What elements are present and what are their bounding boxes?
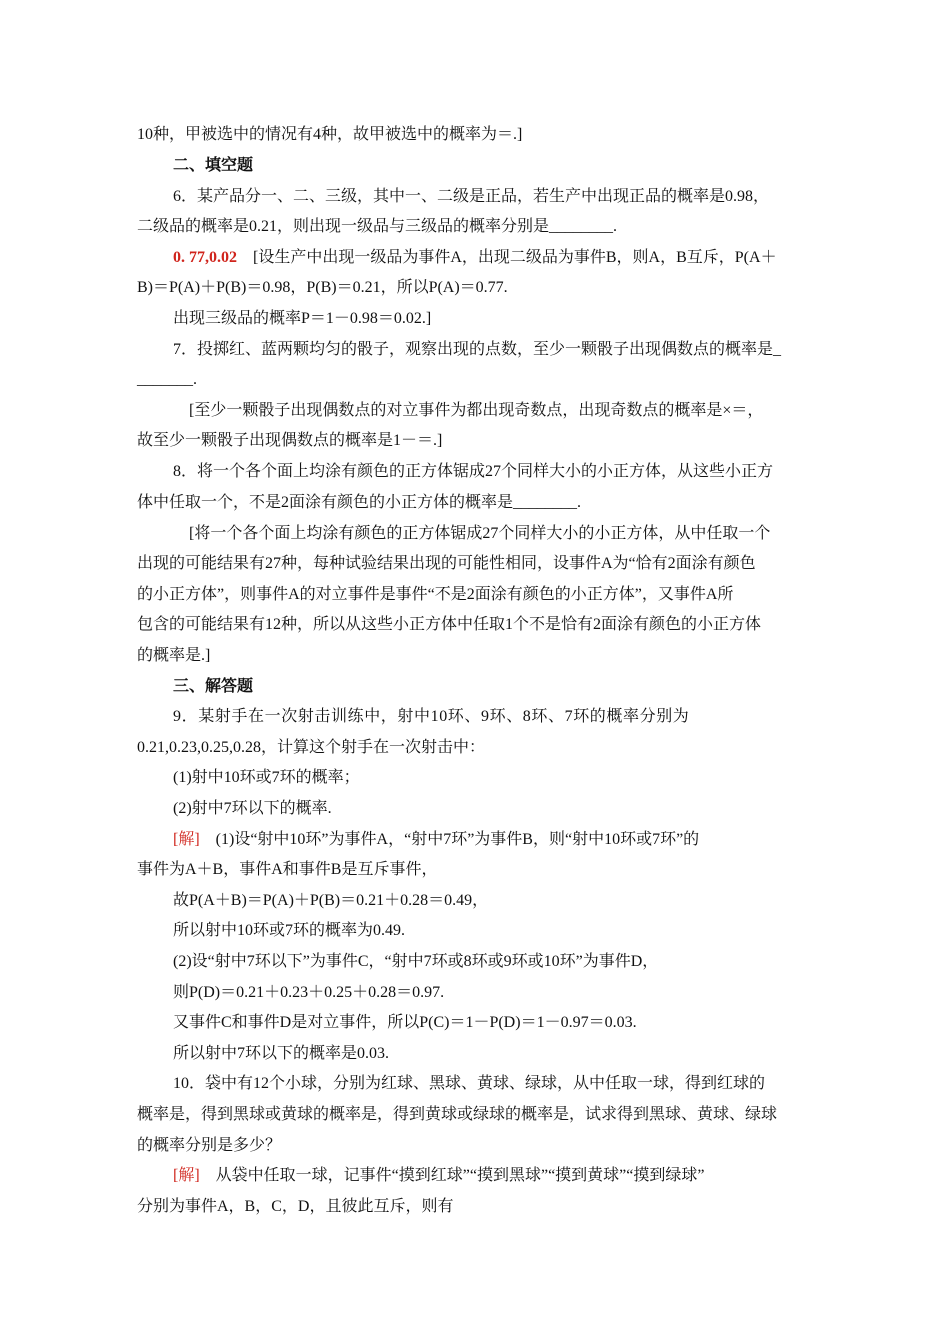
answer-8-line-4: 包含的可能结果有12种，所以从这些小正方体中任取1个不是恰有2面涂有颜色的小正方体 <box>137 616 762 633</box>
solution-9-line-4: 所以射中10环或7环的概率为0.49. <box>173 922 406 939</box>
answer-8-line-5: 的概率是.] <box>137 647 211 664</box>
answer-6-line-3: 出现三级品的概率P＝1－0.98＝0.02.] <box>173 310 432 327</box>
solution-10-line-1 <box>173 1165 853 1187</box>
text-line: 10种，甲被选中的情况有4种，故甲被选中的概率为＝.] <box>137 126 523 143</box>
answer-6-line-2: B)＝P(A)＋P(B)＝0.98，P(B)＝0.21，所以P(A)＝0.77. <box>137 279 508 296</box>
solution-9-line-8: 所以射中7环以下的概率是0.03. <box>173 1045 390 1062</box>
solution-9-line-6: 则P(D)＝0.21＋0.23＋0.25＋0.28＝0.97. <box>173 984 445 1001</box>
question-9-part-1: (1)射中10环或7环的概率； <box>173 769 360 786</box>
question-8-line-1: 8．将一个各个面上均涂有颜色的正方体锯成27个同样大小的小正方体，从这些小正方 <box>173 463 774 480</box>
question-8-line-2: 体中任取一个，不是2面涂有颜色的小正方体的概率是________. <box>137 494 582 511</box>
question-10-line-1: 10．袋中有12个小球，分别为红球、黑球、黄球、绿球，从中任取一球，得到红球的 <box>173 1075 766 1092</box>
solution-9-line-1 <box>173 829 853 851</box>
solution-9-line-3: 故P(A＋B)＝P(A)＋P(B)＝0.21＋0.28＝0.49， <box>173 892 489 909</box>
answer-6-explanation: [设生产中出现一级品为事件A，出现二级品为事件B，则A，B互斥，P(A＋ <box>253 249 777 266</box>
solution-10-line-2: 分别为事件A，B，C，D，且彼此互斥，则有 <box>137 1198 454 1215</box>
question-6-line-1: 6．某产品分一、二、三级，其中一、二级是正品，若生产中出现正品的概率是0.98， <box>173 188 770 205</box>
section-heading-fill-in: 二、填空题 <box>173 157 254 174</box>
question-9-line-2: 0.21,0.23,0.25,0.28，计算这个射手在一次射击中： <box>137 739 486 756</box>
answer-6-line-1 <box>173 247 853 269</box>
answer-8-line-3: 的小正方体”，则事件A的对立事件是事件“不是2面涂有颜色的小正方体”，又事件A所 <box>137 586 734 603</box>
question-10-line-2: 概率是，得到黑球或黄球的概率是，得到黄球或绿球的概率是，试求得到黑球、黄球、绿球 <box>137 1106 778 1123</box>
solution-9-line-7: 又事件C和事件D是对立事件，所以P(C)＝1－P(D)＝1－0.97＝0.03. <box>173 1014 637 1031</box>
answer-8-line-1: [将一个各个面上均涂有颜色的正方体锯成27个同样大小的小正方体，从中任取一个 <box>189 525 771 542</box>
section-heading-solutions: 三、解答题 <box>173 678 254 695</box>
question-7-line-1: 7．投掷红、蓝两颗均匀的骰子，观察出现的点数，至少一颗骰子出现偶数点的概率是_ <box>173 341 782 358</box>
answer-7-line-2: 故至少一颗骰子出现偶数点的概率是1－＝.] <box>137 432 443 449</box>
question-9-line-1: 9．某射手在一次射击训练中，射中10环、9环、8环、7环的概率分别为 <box>173 708 690 725</box>
answer-6-value: 0. 77,0.02 <box>173 249 237 266</box>
question-10-line-3: 的概率分别是多少？ <box>137 1137 282 1154</box>
solution-10-text: 从袋中任取一球，记事件“摸到红球”“摸到黑球”“摸到黄球”“摸到绿球” <box>215 1167 705 1184</box>
question-9-part-2: (2)射中7环以下的概率. <box>173 800 332 817</box>
question-6-line-2: 二级品的概率是0.21，则出现一级品与三级品的概率分别是________. <box>137 218 618 235</box>
solution-9-line-2: 事件为A＋B，事件A和事件B是互斥事件， <box>137 861 438 878</box>
answer-7-line-1: [至少一颗骰子出现偶数点的对立事件为都出现奇数点，出现奇数点的概率是×＝， <box>189 402 764 419</box>
solution-label: [解] <box>173 1167 200 1184</box>
question-7-line-2: _______. <box>137 371 197 388</box>
solution-9-text: (1)设“射中10环”为事件A，“射中7环”为事件B，则“射中10环或7环”的 <box>215 831 700 848</box>
answer-8-line-2: 出现的可能结果有27种，每种试验结果出现的可能性相同，设事件A为“恰有2面涂有颜色 <box>137 555 756 572</box>
solution-9-line-5: (2)设“射中7环以下”为事件C，“射中7环或8环或9环或10环”为事件D， <box>173 953 659 970</box>
solution-label: [解] <box>173 831 200 848</box>
